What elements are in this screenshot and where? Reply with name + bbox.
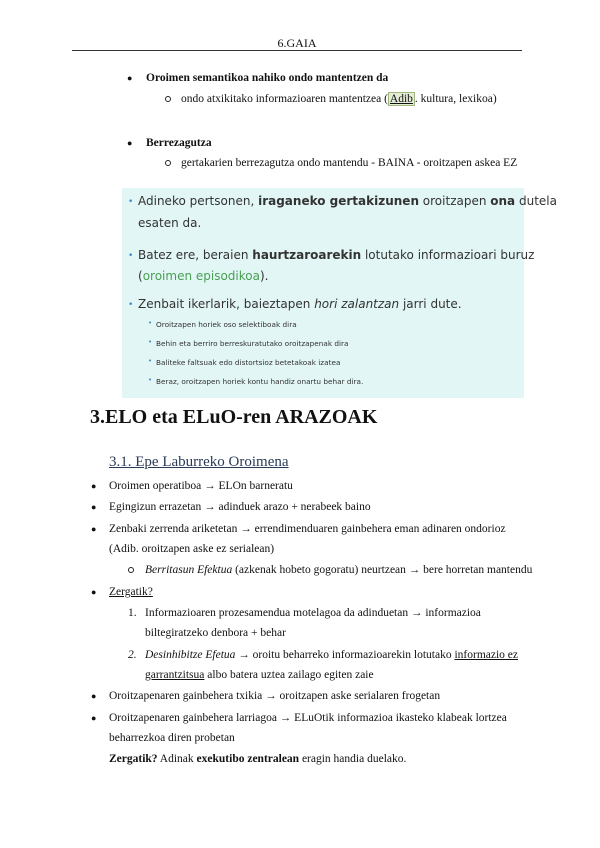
num-item-2-cont: garrantzitsua albo batera uztea zailago egiten zaie bbox=[145, 669, 374, 681]
bullet-icon: ● bbox=[91, 691, 97, 701]
box-sub-4: Beraz, oroitzapen horiek kontu handiz onartu behar dira. bbox=[156, 377, 364, 386]
bullet-icon: • bbox=[128, 251, 134, 261]
bullet-icon: ● bbox=[127, 138, 133, 148]
box-paragraph-1-cont: esaten da. bbox=[138, 216, 202, 230]
slide-box bbox=[122, 188, 557, 398]
box-paragraph-1: Adineko pertsonen, iraganeko gertakizunen oroitzapen ona dutela bbox=[138, 194, 557, 208]
section-3-heading: 3.ELO eta ELuO-ren ARAZOAK bbox=[90, 406, 378, 428]
bullet-icon: ● bbox=[91, 587, 97, 597]
bullet-icon: ● bbox=[127, 73, 133, 83]
semantic-sub: ondo atxikitako informazioaren mantentzea ( Adib . kultura, lexikoa) bbox=[181, 93, 497, 105]
recognition-title: Berrezagutza bbox=[146, 137, 212, 149]
box-sub-3: Baliteke faltsuak edo distortsioz betetakoak izatea bbox=[156, 358, 341, 367]
adib-highlight[interactable]: Adib bbox=[389, 93, 413, 105]
header-label: 6.GAIA bbox=[277, 36, 317, 50]
section-3-1-heading: 3.1. Epe Laburreko Oroimena bbox=[109, 454, 289, 470]
recognition-sub: gertakarien berrezagutza ondo mantendu - BAINA - oroitzapen askea EZ bbox=[181, 157, 518, 169]
box-sub-2: Behin eta berriro berreskuratutako oroitzapenak dira bbox=[156, 339, 349, 348]
item-4: Zergatik? bbox=[109, 586, 153, 598]
num-item-1: Informazioaren prozesamendua motelagoa da adinduetan → informazioa bbox=[145, 607, 481, 619]
circle-bullet-icon bbox=[165, 160, 171, 166]
circle-bullet-icon bbox=[128, 567, 134, 573]
item-5: Oroitzapenaren gainbehera txikia → oroitzapen aske serialaren frogetan bbox=[109, 690, 441, 702]
sub-bullet-icon: • bbox=[148, 376, 153, 384]
item-2: Egingizun errazetan → adinduek arazo + nerabeek baino bbox=[109, 501, 371, 513]
box-paragraph-3: Zenbait ikerlarik, baieztapen hori zalantzan jarri dute. bbox=[138, 297, 462, 311]
sub-bullet-icon: • bbox=[148, 338, 153, 346]
item-6-cont: beharrezkoa diren probetan bbox=[109, 732, 235, 744]
item-3-sub: Berritasun Efektua (azkenak hobeto gogoratu) neurtzean → bere horretan mantendu bbox=[145, 564, 533, 576]
num-item-2: Desinhibitze Efetua → oroitu beharreko informazioarekin lotutako informazio ez bbox=[145, 649, 519, 661]
page-header bbox=[72, 36, 522, 51]
bullet-icon: • bbox=[128, 300, 134, 310]
item-6: Oroitzapenaren gainbehera larriagoa → ELuOtik informazioa ikasteko klabeak lortzea bbox=[109, 712, 507, 724]
item-1: Oroimen operatiboa → ELOn barneratu bbox=[109, 480, 293, 492]
item-3-cont: (Adib. oroitzapen aske ez serialean) bbox=[109, 543, 275, 555]
bullet-icon: ● bbox=[91, 713, 97, 723]
box-paragraph-2-cont: (oroimen episodikoa). bbox=[138, 269, 269, 283]
sub-bullet-icon: • bbox=[148, 357, 153, 365]
bullet-icon: ● bbox=[91, 481, 97, 491]
bullet-icon: ● bbox=[91, 524, 97, 534]
item-3: Zenbaki zerrenda ariketetan → errendimenduaren gainbehera eman adinaren ondorioz bbox=[109, 523, 506, 535]
circle-bullet-icon bbox=[165, 96, 171, 102]
box-paragraph-2: Batez ere, beraien haurtzaroarekin lotutako informazioari buruz bbox=[138, 248, 535, 262]
bullet-icon: • bbox=[128, 197, 134, 207]
semantic-title: Oroimen semantikoa nahiko ondo mantentzen da bbox=[146, 72, 389, 84]
num-1-marker: 1. bbox=[128, 607, 137, 619]
bullet-icon: ● bbox=[91, 502, 97, 512]
why-line: Zergatik? Adinak exekutibo zentralean eragin handia duelako. bbox=[109, 753, 407, 765]
box-sub-1: Oroitzapen horiek oso selektiboak dira bbox=[156, 320, 297, 329]
sub-bullet-icon: • bbox=[148, 319, 153, 327]
num-item-1-cont: biltegiratzeko denbora + behar bbox=[145, 627, 286, 639]
num-2-marker: 2. bbox=[128, 649, 137, 661]
